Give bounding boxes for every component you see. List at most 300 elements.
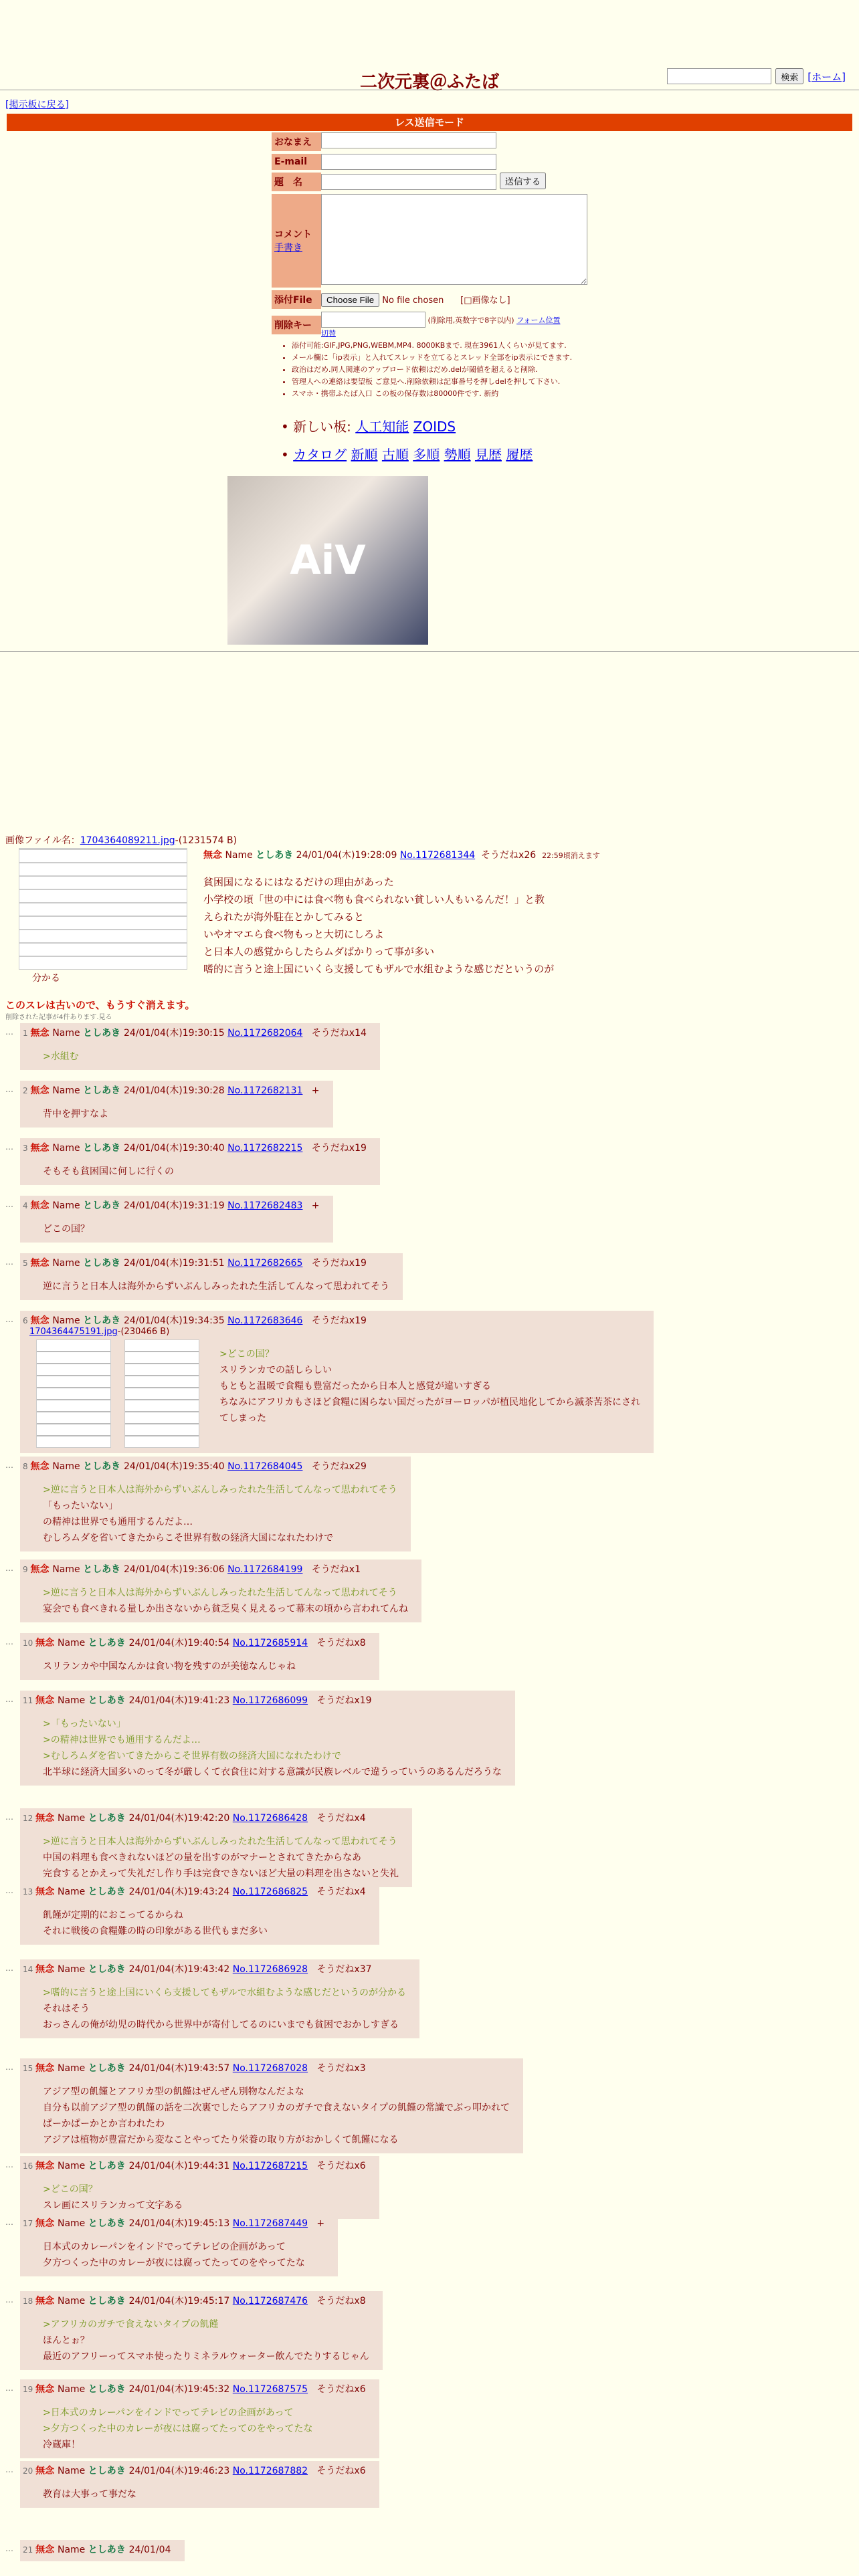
- reply-date: 24/01/04(木)19:44:31: [128, 2161, 233, 2171]
- reply-date: 24/01/04(木)19:35:40: [123, 1461, 228, 1472]
- new-boards-prefix: 新しい板:: [293, 419, 351, 435]
- reply-post: [5, 1253, 403, 1300]
- reply-dots: …: [5, 2160, 13, 2169]
- name-label: Name: [225, 850, 253, 861]
- reply-post-number[interactable]: No.1172687028: [232, 2063, 308, 2074]
- reply-sodane[interactable]: そうだねx29: [302, 1461, 367, 1472]
- name-label: Name: [57, 1695, 88, 1706]
- reply-box: [20, 2156, 379, 2219]
- reply-line: アジアは植物が豊富だから変なことやってたり栄養の取り方がおかしくて飢饉になる: [43, 2135, 399, 2145]
- reply-subject: 無念: [30, 1200, 53, 1211]
- reply-dots: …: [5, 2383, 13, 2393]
- note-item: • スマホ・携帯ふたば入口 この板の保存数は80000件です. 新約: [292, 388, 572, 400]
- name-label: Name: [57, 2545, 88, 2555]
- reply-name: としあき: [88, 1887, 129, 1897]
- reply-body: [43, 2405, 366, 2453]
- reply-name: としあき: [88, 2466, 129, 2476]
- delete-key-label: 削除キー: [272, 316, 321, 334]
- reply-sodane[interactable]: そうだねx19: [302, 1315, 367, 1326]
- reply-box: [20, 2540, 185, 2561]
- reply-dots: …: [5, 1461, 13, 1470]
- reply-number: 15: [23, 2064, 36, 2073]
- reply-sodane[interactable]: そうだねx19: [302, 1143, 367, 1154]
- reply-subject: 無念: [35, 2545, 58, 2555]
- reply-subject: 無念: [35, 1887, 58, 1897]
- reply-post-number[interactable]: No.1172686099: [232, 1695, 308, 1706]
- reply-header: [23, 1083, 320, 1097]
- reply-post-number[interactable]: No.1172683646: [227, 1315, 303, 1326]
- name-label: Name: [57, 1887, 88, 1897]
- reply-name: としあき: [83, 1258, 124, 1269]
- reply-number: 17: [23, 2219, 36, 2228]
- reply-box: [20, 1808, 412, 1887]
- reply-line: スリランカや中国なんかは食い物を残すのが美徳なんじゃね: [43, 1661, 296, 1672]
- reply-line: むしろムダを省いてきたからこそ世界有数の経済大国になれたわけで: [43, 1533, 333, 1543]
- reply-box: [20, 2291, 383, 2370]
- reply-dots: …: [5, 1564, 13, 1573]
- reply-dots: …: [5, 2062, 13, 2072]
- quote-line: >日本式のカレーパンをインドでってテレビの企画があって: [43, 2407, 294, 2418]
- reply-date: 24/01/04(木)19:43:42: [128, 1964, 233, 1975]
- reply-line: 背中を押すなよ: [43, 1109, 108, 1119]
- reply-body: [43, 2181, 366, 2214]
- op-post-number[interactable]: No.1172681344: [399, 850, 476, 861]
- reply-header: [23, 1636, 366, 1649]
- name-label: Name: [57, 2296, 88, 2306]
- reply-body: [43, 1221, 320, 1237]
- reply-sodane[interactable]: そうだねx4: [308, 1887, 366, 1897]
- op-subject: 無念: [203, 850, 222, 861]
- reply-date: 24/01/04(木)19:40:54: [128, 1638, 233, 1648]
- reply-sodane[interactable]: そうだねx3: [308, 2063, 366, 2074]
- reply-subject: 無念: [35, 1638, 58, 1648]
- reply-date: 24/01/04(木)19:46:23: [128, 2466, 233, 2476]
- reply-header: [23, 2294, 369, 2307]
- reply-post-number[interactable]: No.1172682215: [227, 1143, 303, 1154]
- reply-post-number[interactable]: No.1172687449: [232, 2218, 308, 2229]
- reply-post-number[interactable]: No.1172684199: [227, 1564, 303, 1575]
- nav-link[interactable]: 多順: [413, 447, 440, 463]
- reply-line: 中国の料理も食べきれないほどの量を出すのがマナーとされてきたからなあ: [43, 1852, 361, 1863]
- reply-body: [43, 2084, 510, 2148]
- op-file-size: -(1231574 B): [175, 835, 237, 846]
- reply-images: [36, 1339, 199, 1448]
- switch-link[interactable]: 切替: [321, 329, 336, 338]
- reply-name: としあき: [83, 1200, 124, 1211]
- reply-sodane[interactable]: そうだねx19: [308, 1695, 372, 1706]
- reply-post: [5, 1196, 333, 1243]
- reply-name: としあき: [88, 1638, 129, 1648]
- form-position-link[interactable]: フォーム位置: [516, 316, 561, 325]
- reply-post: [5, 2156, 379, 2219]
- reply-body: [43, 1279, 389, 1295]
- quote-line: >逆に言うと日本人は海外からずいぶんしみったれた生活してんなって思われてそう: [43, 1836, 397, 1847]
- reply-date: 24/01/04(木)19:30:28: [123, 1085, 228, 1096]
- advertisement-image[interactable]: AiV: [227, 476, 428, 645]
- reply-subject: 無念: [35, 1813, 58, 1824]
- reply-dots: …: [5, 1027, 13, 1037]
- reply-subject: 無念: [30, 1564, 53, 1575]
- reply-dots: …: [5, 2218, 13, 2227]
- op-body-line: 貧困国になるにはなるだけの理由があった: [203, 876, 394, 888]
- name-label: Name: [52, 1143, 84, 1154]
- op-body-line: 嗜的に言うと途上国にいくら支援してもザルで水組むような感じだというのが: [203, 963, 555, 975]
- subject-field[interactable]: [321, 174, 496, 190]
- search-button[interactable]: 検索: [775, 68, 803, 84]
- name-label: Name: [57, 2161, 88, 2171]
- reply-dots: …: [5, 1315, 13, 1324]
- quote-line: >「もったいない」: [43, 1719, 126, 1729]
- reply-line: それはそう: [43, 2004, 90, 2014]
- reply-name: としあき: [88, 2218, 129, 2229]
- reply-date: 24/01/04(木)19:43:24: [128, 1887, 233, 1897]
- reply-name: としあき: [83, 1461, 124, 1472]
- reply-line: スレ画にスリランカって文字ある: [43, 2200, 183, 2211]
- comment-field[interactable]: [321, 194, 587, 285]
- new-board-link[interactable]: ZOIDS: [413, 419, 456, 435]
- reply-dots: …: [5, 1963, 13, 1973]
- reply-date: 24/01/04(木)19:34:35: [123, 1315, 228, 1326]
- handwrite-link[interactable]: 手書き: [274, 243, 302, 253]
- name-field[interactable]: [321, 132, 496, 148]
- home-link[interactable]: [ホーム]: [807, 70, 846, 83]
- reply-box: [20, 1457, 411, 1551]
- name-label: Name: [52, 1315, 84, 1326]
- reply-box: [20, 1311, 654, 1453]
- reply-header: [23, 1141, 367, 1154]
- reply-dots: …: [5, 2544, 13, 2553]
- reply-sodane[interactable]: +: [302, 1085, 320, 1096]
- reply-header: [23, 1026, 367, 1039]
- reply-post: [5, 1457, 411, 1551]
- reply-body: [43, 1907, 366, 1939]
- reply-box: [20, 1633, 379, 1680]
- file-label: 添付File: [272, 290, 321, 309]
- email-field[interactable]: [321, 154, 496, 170]
- reply-name: としあき: [83, 1143, 124, 1154]
- reply-body: [43, 1049, 367, 1065]
- reply-sodane[interactable]: そうだねx6: [308, 2466, 366, 2476]
- nav-link[interactable]: カタログ: [293, 447, 347, 463]
- reply-dots: …: [5, 2465, 13, 2474]
- reply-post: [5, 1311, 654, 1453]
- reply-name: としあき: [88, 2545, 129, 2555]
- reply-body: [43, 1482, 397, 1546]
- reply-number: 3: [23, 1144, 31, 1153]
- reply-post: [5, 2058, 523, 2153]
- reply-number: 1: [23, 1029, 31, 1038]
- reply-body: [43, 2317, 369, 2365]
- delete-key-field[interactable]: [321, 312, 425, 328]
- reply-dots: …: [5, 1257, 13, 1267]
- reply-dots: …: [5, 1812, 13, 1822]
- reply-name: としあき: [88, 2063, 129, 2074]
- reply-name: としあき: [88, 2384, 129, 2395]
- reply-box: [20, 2214, 338, 2276]
- reply-line: もともと温暖で食糧も豊富だったから日本人と感覚が違いすぎる: [219, 1381, 491, 1392]
- reply-post: [5, 2214, 338, 2276]
- reply-date: 24/01/04: [128, 2545, 171, 2555]
- op-body-line: いやオマエら食べ物もっと大切にしろよ: [203, 928, 385, 940]
- reply-date: 24/01/04(木)19:41:23: [128, 1695, 233, 1706]
- reply-post: [5, 2291, 383, 2370]
- reply-name: としあき: [83, 1028, 124, 1039]
- name-label: Name: [57, 1964, 88, 1975]
- reply-header: [23, 1313, 640, 1327]
- reply-box: [20, 1138, 380, 1185]
- reply-thumbnail[interactable]: [36, 1339, 111, 1448]
- name-label: Name: [57, 2063, 88, 2074]
- reply-box: [20, 1196, 333, 1243]
- reply-name: としあき: [88, 2161, 129, 2171]
- reply-box: [20, 1691, 515, 1786]
- top-search: [667, 68, 846, 84]
- reply-post-number[interactable]: No.1172682665: [227, 1258, 303, 1269]
- comment-label-text: コメント: [274, 229, 312, 240]
- reply-box: [20, 1253, 403, 1300]
- reply-post-number[interactable]: No.1172682064: [227, 1028, 303, 1039]
- site-title: 二次元裏＠ふたば: [359, 72, 499, 92]
- reply-post-number[interactable]: No.1172682483: [227, 1200, 303, 1211]
- op-name: としあき: [256, 850, 294, 861]
- reply-thumbnail[interactable]: [124, 1339, 199, 1448]
- quote-line: >どこの国？: [219, 1349, 274, 1360]
- nav-link[interactable]: 見歴: [474, 447, 502, 463]
- reply-date: 24/01/04(木)19:36:06: [123, 1564, 228, 1575]
- reply-header: [23, 1562, 408, 1576]
- reply-box: [20, 1882, 379, 1945]
- reply-line: 夕方つくった中のカレーが夜には腐ってたってのをやってたな: [43, 2258, 305, 2268]
- reply-number: 11: [23, 1696, 36, 1705]
- reply-number: 5: [23, 1259, 31, 1268]
- reply-header: [23, 2543, 171, 2556]
- reply-post-number[interactable]: No.1172687215: [232, 2161, 308, 2171]
- reply-number: 4: [23, 1201, 31, 1210]
- reply-body: [43, 1716, 502, 1780]
- reply-header: [23, 2159, 366, 2172]
- reply-sodane[interactable]: そうだねx6: [308, 2161, 366, 2171]
- file-choose-button[interactable]: Choose File: [321, 293, 379, 307]
- reply-box: [20, 1560, 421, 1622]
- name-label: Name: [57, 1638, 88, 1648]
- reply-post: [5, 1691, 515, 1786]
- reply-subject: 無念: [35, 2466, 58, 2476]
- reply-post-number[interactable]: No.1172687882: [232, 2466, 308, 2476]
- nav-links: • カタログ 新順 古順 多順 勢順 見歴 履歴: [281, 447, 533, 463]
- name-label: Name: [52, 1461, 84, 1472]
- note-item: • 添付可能:GIF,JPG,PNG,WEBM,MP4. 8000KBまで. 現在3961人くらいが見てます.: [292, 340, 572, 352]
- reply-line: ぱーかぱーかとか言われたわ: [43, 2119, 165, 2129]
- reply-post: [5, 1138, 380, 1185]
- op-body-tail: 分かる: [32, 973, 60, 984]
- reply-sodane[interactable]: そうだねx6: [308, 2384, 366, 2395]
- reply-body: [43, 1985, 406, 2033]
- name-label: Name: [57, 1813, 88, 1824]
- reply-date: 24/01/04(木)19:45:13: [128, 2218, 233, 2229]
- name-label: Name: [52, 1258, 84, 1269]
- reply-line: アジア型の飢饉とアフリカ型の飢饉はぜんぜん別物なんだよな: [43, 2086, 304, 2097]
- reply-number: 12: [23, 1814, 36, 1823]
- reply-header: [23, 2061, 510, 2074]
- new-board-link[interactable]: 人工知能: [355, 419, 409, 435]
- reply-line: 「もったいない」: [43, 1501, 118, 1511]
- reply-post-number[interactable]: No.1172685914: [232, 1638, 308, 1648]
- reply-mode-bar: レス送信モード: [7, 114, 852, 131]
- reply-sodane[interactable]: +: [308, 2218, 325, 2229]
- reply-post-number[interactable]: No.1172687575: [232, 2384, 308, 2395]
- reply-post-number[interactable]: No.1172686428: [232, 1813, 308, 1824]
- reply-subject: 無念: [30, 1028, 53, 1039]
- reply-post: [5, 1081, 333, 1128]
- quote-line: >逆に言うと日本人は海外からずいぶんしみったれた生活してんなって思われてそう: [43, 1588, 397, 1598]
- note-item: • メール欄に「ip表示」と入れてスレッドを立てるとスレッド全部をip表示にできます.: [292, 352, 572, 364]
- reply-post-number[interactable]: No.1172686928: [232, 1964, 308, 1975]
- op-body-line: えられたが海外駐在とかしてみると: [203, 911, 365, 923]
- reply-sodane[interactable]: そうだねx4: [308, 1813, 366, 1824]
- reply-line: それに戦後の食糧難の時の印象がある世代もまだ多い: [43, 1926, 268, 1937]
- reply-body: [43, 2486, 366, 2502]
- reply-name: としあき: [83, 1085, 124, 1096]
- op-sodane[interactable]: そうだねx26: [481, 850, 537, 861]
- no-image-checkbox[interactable]: [□画像なし]: [460, 295, 510, 306]
- name-label: Name: [52, 1028, 84, 1039]
- reply-date: 24/01/04(木)19:30:40: [123, 1143, 228, 1154]
- op-file-link[interactable]: 1704364089211.jpg: [80, 835, 175, 846]
- reply-line: 宴会でも食べきれる量しか出さないから貧乏臭く見えるって幕末の頃から言われてんね: [43, 1604, 408, 1614]
- note-item: • 管理人への連絡は要望板 ご意見へ.削除依頼は記事番号を押しdelを押して下さい.: [292, 376, 572, 388]
- reply-box: [20, 2058, 523, 2153]
- reply-header: [23, 1962, 406, 1975]
- reply-number: 18: [23, 2296, 36, 2306]
- op-file-line: [5, 833, 848, 847]
- reply-line: 飢饉が定期的におこってるからね: [43, 1910, 183, 1921]
- reply-body: [43, 1658, 366, 1675]
- reply-body: [43, 2239, 324, 2271]
- old-thread-warning: このスレは古いので、もうすぐ消えます。: [5, 999, 195, 1011]
- reply-header: [23, 2382, 366, 2395]
- reply-name: としあき: [88, 1695, 129, 1706]
- quote-line: >水組む: [43, 1051, 79, 1062]
- reply-body: [43, 1834, 399, 1882]
- reply-subject: 無念: [35, 2161, 58, 2171]
- reply-sodane[interactable]: そうだねx8: [308, 2296, 366, 2306]
- reply-post: [5, 2540, 185, 2561]
- note-item: • 政治はだめ.同人関連のアップロード依頼はだめ.delが閾値を超えると削除.: [292, 364, 572, 376]
- search-input[interactable]: [667, 68, 771, 84]
- op-body-line: 小学校の頃「世の中には食べ物も食べられない貧しい人もいるんだ！」と教: [203, 893, 545, 905]
- reply-line: 冷蔵庫！: [43, 2440, 80, 2450]
- reply-number: 8: [23, 1462, 31, 1471]
- reply-box: [20, 2379, 379, 2458]
- nav-link[interactable]: 新順: [351, 447, 378, 463]
- reply-sodane[interactable]: +: [302, 1200, 320, 1211]
- reply-line: 逆に言うと日本人は海外からずいぶんしみったれた生活してんなって思われてそう: [43, 1281, 389, 1292]
- nav-link[interactable]: 古順: [381, 447, 409, 463]
- reply-number: 2: [23, 1086, 31, 1095]
- op-body-line: と日本人の感覚からしたらムダばかりって事が多い: [203, 946, 435, 958]
- reply-post-number[interactable]: No.1172684045: [227, 1461, 303, 1472]
- board-notes: [281, 340, 572, 400]
- reply-line: 完食するとかえって失礼だし作り手は完食できないほど大量の料理を出さないと失礼: [43, 1868, 399, 1879]
- name-label: Name: [52, 1200, 84, 1211]
- reply-box: [20, 1081, 333, 1128]
- reply-dots: …: [5, 1886, 13, 1895]
- reply-date: 24/01/04(木)19:43:57: [128, 2063, 233, 2074]
- reply-date: 24/01/04(木)19:31:19: [123, 1200, 228, 1211]
- reply-name: としあき: [88, 1964, 129, 1975]
- reply-sodane[interactable]: そうだねx1: [302, 1564, 361, 1575]
- reply-line: 最近のアフリーってスマホ使ったりミネラルウォーター飲んでたりするじゃん: [43, 2351, 369, 2362]
- op-thumbnail[interactable]: [19, 848, 187, 970]
- submit-button[interactable]: 送信する: [500, 173, 546, 189]
- reply-number: 6: [23, 1316, 31, 1325]
- reply-number: 19: [23, 2385, 36, 2394]
- reply-line: おっさんの俺が幼児の時代から世界中が寄付してるのにいまでも貧困でおかしすぎる: [43, 2020, 399, 2030]
- reply-subject: 無念: [35, 2296, 58, 2306]
- reply-number: 20: [23, 2466, 36, 2476]
- reply-subject: 無念: [30, 1085, 53, 1096]
- nav-link[interactable]: 勢順: [444, 447, 471, 463]
- reply-line: ちなみにアフリカもさほど食糧に困らない国だったがヨーロッパが植民地化してから滅茶苦茶にされ: [219, 1397, 641, 1408]
- op-header: [203, 848, 600, 861]
- reply-subject: 無念: [30, 1461, 53, 1472]
- reply-number: 16: [23, 2161, 36, 2171]
- quote-line: >どこの国？: [43, 2184, 98, 2195]
- reply-subject: 無念: [30, 1143, 53, 1154]
- reply-post: [5, 1808, 412, 1887]
- reply-header: [23, 1693, 502, 1707]
- name-label: Name: [52, 1085, 84, 1096]
- file-status: No file chosen: [382, 295, 444, 306]
- reply-post-number[interactable]: No.1172682131: [227, 1085, 303, 1096]
- reply-line: 教育は大事って事だな: [43, 2489, 136, 2500]
- op-post: [5, 833, 848, 984]
- reply-sodane[interactable]: そうだねx8: [308, 1638, 366, 1648]
- reply-post-number[interactable]: No.1172687476: [232, 2296, 308, 2306]
- reply-body: [43, 1106, 320, 1122]
- back-to-board-link[interactable]: [掲示板に戻る]: [5, 100, 69, 110]
- reply-sodane[interactable]: そうだねx19: [302, 1258, 367, 1269]
- reply-sodane[interactable]: そうだねx37: [308, 1964, 372, 1975]
- name-label: Name: [57, 2384, 88, 2395]
- reply-header: [23, 1256, 389, 1269]
- reply-line: スリランカでの話しらしい: [219, 1365, 332, 1376]
- reply-number: 14: [23, 1965, 36, 1974]
- reply-post: [5, 1959, 419, 2038]
- reply-dots: …: [5, 1637, 13, 1646]
- reply-header: [23, 1198, 320, 1212]
- quote-line: >嗜的に言うと途上国にいくら支援してもザルで水組むような感じだというのが分かる: [43, 1988, 407, 1998]
- reply-box: [20, 1023, 380, 1070]
- reply-box: [20, 2461, 379, 2508]
- reply-file-link[interactable]: 1704364475191.jpg: [29, 1327, 118, 1337]
- reply-name: としあき: [88, 1813, 129, 1824]
- reply-dots: …: [5, 1085, 13, 1094]
- nav-link[interactable]: 履歴: [506, 447, 533, 463]
- new-boards: • 新しい板: 人工知能 ZOIDS: [281, 419, 456, 435]
- reply-subject: 無念: [30, 1315, 53, 1326]
- deleted-notice[interactable]: 削除された記事が4件あります.見る: [5, 1014, 112, 1021]
- reply-line: どこの国？: [43, 1224, 90, 1235]
- reply-header: [23, 2216, 324, 2230]
- reply-sodane[interactable]: そうだねx14: [302, 1028, 367, 1039]
- reply-post-number[interactable]: No.1172686825: [232, 1887, 308, 1897]
- reply-line: の精神は世界でも通用するんだよ…: [43, 1517, 193, 1527]
- reply-post: [5, 1560, 421, 1622]
- reply-name: としあき: [83, 1315, 124, 1326]
- op-body: [203, 873, 554, 978]
- quote-line: >の精神は世界でも通用するんだよ…: [43, 1735, 201, 1745]
